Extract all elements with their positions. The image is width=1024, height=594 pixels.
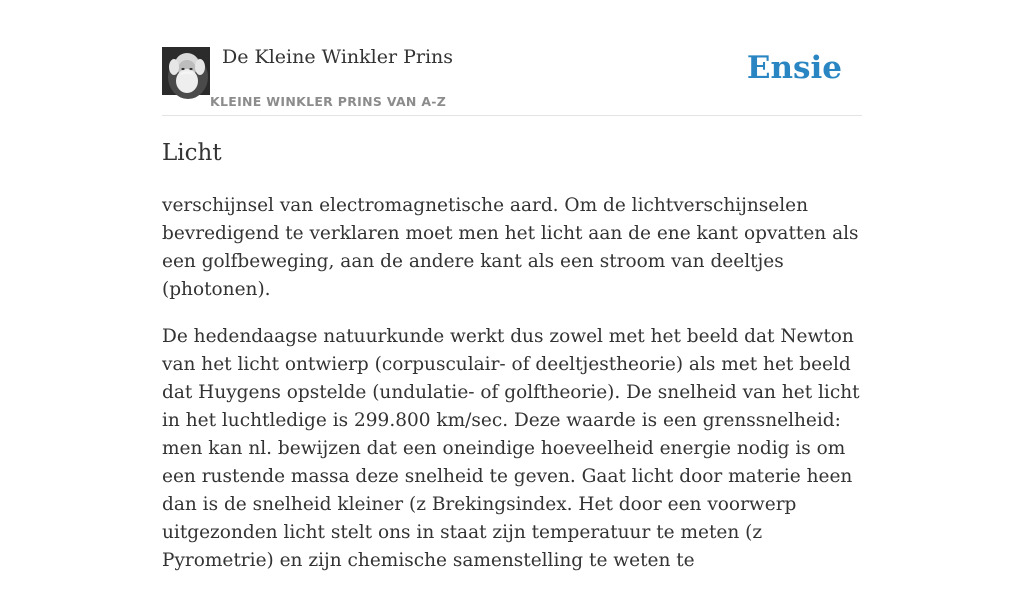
article-title: Licht xyxy=(162,140,222,166)
bearded-man-portrait-icon xyxy=(162,47,210,95)
page-container xyxy=(162,0,862,571)
author-avatar[interactable] xyxy=(162,47,210,95)
site-header xyxy=(162,0,862,116)
article-body xyxy=(162,192,866,594)
author-name[interactable]: De Kleine Winkler Prins xyxy=(222,46,454,68)
paragraph: De hedendaagse natuurkunde werkt dus zowel met het beeld dat Newton van het licht ontwierp (corpusculair- of deeltjestheorie) als met het beeld dat Huygens opstelde (undulatie- of golftheorie). De snelheid van het licht in het luchtledige is 299.800 km/sec. Deze waarde is een grenssnelheid: men kan nl. bewijzen dat een oneindige hoeveelheid energie nodig is om een rustende massa deze snelheid te geven. Gaat licht door materie heen dan is de snelheid kleiner (z Brekingsindex. Het door een voorwerp uitgezonden licht stelt ons in staat zijn temperatuur te meten (z Pyrometrie) en zijn chemische samenstelling te weten te xyxy=(162,326,860,571)
collection-name[interactable]: KLEINE WINKLER PRINS VAN A-Z xyxy=(210,94,447,109)
brand-logo[interactable]: Ensie xyxy=(746,50,842,86)
paragraph: verschijnsel van electromagnetische aard. Om de lichtverschijnselen bevredigend te verklaren moet men het licht aan de ene kant opvatten als een golfbeweging, aan de andere kant als een stroom van deeltjes (photonen). xyxy=(162,195,859,300)
